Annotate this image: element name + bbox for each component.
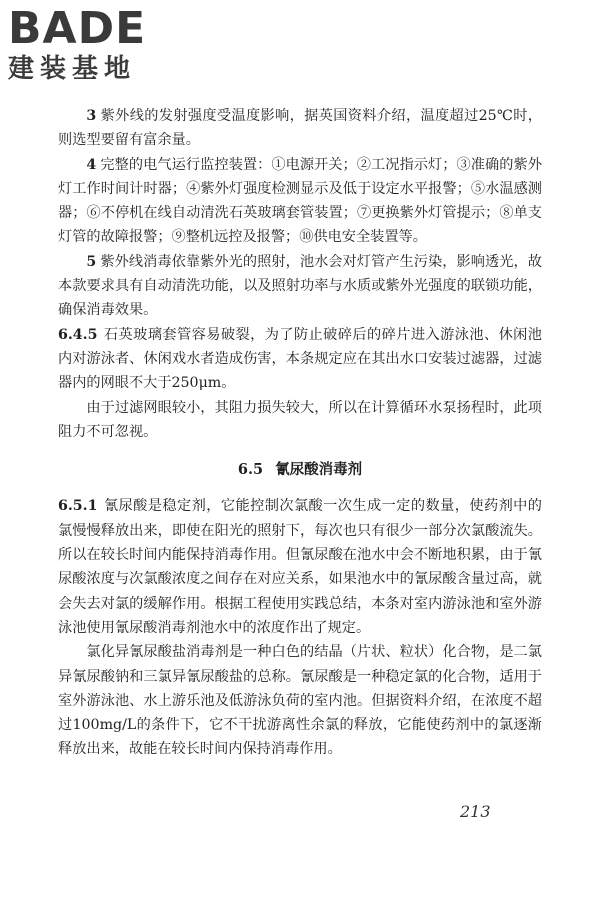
paragraph-text: 紫外线消毒依靠紫外光的照射，池水会对灯管产生污染，影响透光，故本款要求具有自动清洗功能，以及照射功率与水质或紫外光强度的联锁功能，确保消毒效果。 bbox=[58, 253, 542, 319]
paragraph-text: 氰尿酸是稳定剂，它能控制次氯酸一次生成一定的数量，使药剂中的氯慢慢释放出来，即使在阳光的照射下，每次也只有很少一部分次氯酸流失。所以在较长时间内能保持消毒作用。但氰尿酸在池水中会不断地积累，由于氰尿酸浓度与次氯酸浓度之间存在对应关系，如果池水中的氰尿酸含量过高，就会失去对氯的缓解作用。根据工程使用实践总结，本条对室内游泳池和室外游泳池使用氰尿酸消毒剂池水中的浓度作出了规定。 bbox=[58, 498, 542, 636]
item-number: 4 bbox=[86, 156, 97, 173]
logo-text-zh: 建装基地 bbox=[8, 54, 137, 84]
document-body bbox=[58, 104, 542, 762]
clause-6-5-1 bbox=[58, 494, 542, 640]
section-title: 氰尿酸消毒剂 bbox=[275, 461, 363, 479]
page-number: 213 bbox=[460, 802, 491, 821]
section-number: 6.5 bbox=[237, 461, 264, 479]
paragraph-item-4 bbox=[58, 153, 542, 250]
paragraph-text: 石英玻璃套管容易破裂，为了防止破碎后的碎片进入游泳池、休闲池内对游泳者、休闲戏水者造成伤害，本条规定应在其出水口安装过滤器，过滤器内的网眼不大于250μm。 bbox=[58, 326, 542, 392]
clause-number: 6.4.5 bbox=[58, 326, 98, 343]
section-heading-6-5 bbox=[58, 458, 542, 482]
paragraph-item-3 bbox=[58, 104, 542, 153]
paragraph-text: 完整的电气运行监控装置：①电源开关；②工况指示灯；③准确的紫外灯工作时间计时器；④紫外灯强度检测显示及低于设定水平报警；⑤水温感测器；⑥不停机在线自动清洗石英玻璃套管装置；⑦更换紫外灯管提示；⑧单支灯管的故障报警；⑨整机远控及报警；⑩供电安全装置等。 bbox=[58, 156, 542, 246]
paragraph-filter-note bbox=[58, 396, 542, 445]
item-number: 3 bbox=[86, 108, 97, 124]
paragraph-text: 紫外线的发射强度受温度影响，据英国资料介绍，温度超过25℃时，则选型要留有富余量。 bbox=[58, 108, 542, 149]
logo-text-en: BADE bbox=[8, 3, 147, 54]
clause-6-4-5 bbox=[58, 323, 542, 396]
item-number: 5 bbox=[86, 253, 97, 270]
paragraph-chlorinated-isocyanurate bbox=[58, 640, 542, 761]
paragraph-text: 由于过滤网眼较小，其阻力损失较大，所以在计算循环水泵扬程时，此项阻力不可忽视。 bbox=[58, 399, 542, 440]
bade-logo bbox=[8, 3, 178, 84]
clause-number: 6.5.1 bbox=[58, 498, 98, 515]
paragraph-item-5 bbox=[58, 250, 542, 323]
paragraph-text: 氯化异氰尿酸盐消毒剂是一种白色的结晶（片状、粒状）化合物，是二氯异氰尿酸钠和三氯异氰尿酸盐的总称。氰尿酸是一种稳定氯的化合物，适用于室外游泳池、水上游乐池及低游泳负荷的室内池。但据资料介绍，在浓度不超过100mg/L的条件下，它不干扰游离性余氯的释放，它能使药剂中的氯逐渐释放出来，故能在较长时间内保持消毒作用。 bbox=[58, 644, 542, 758]
